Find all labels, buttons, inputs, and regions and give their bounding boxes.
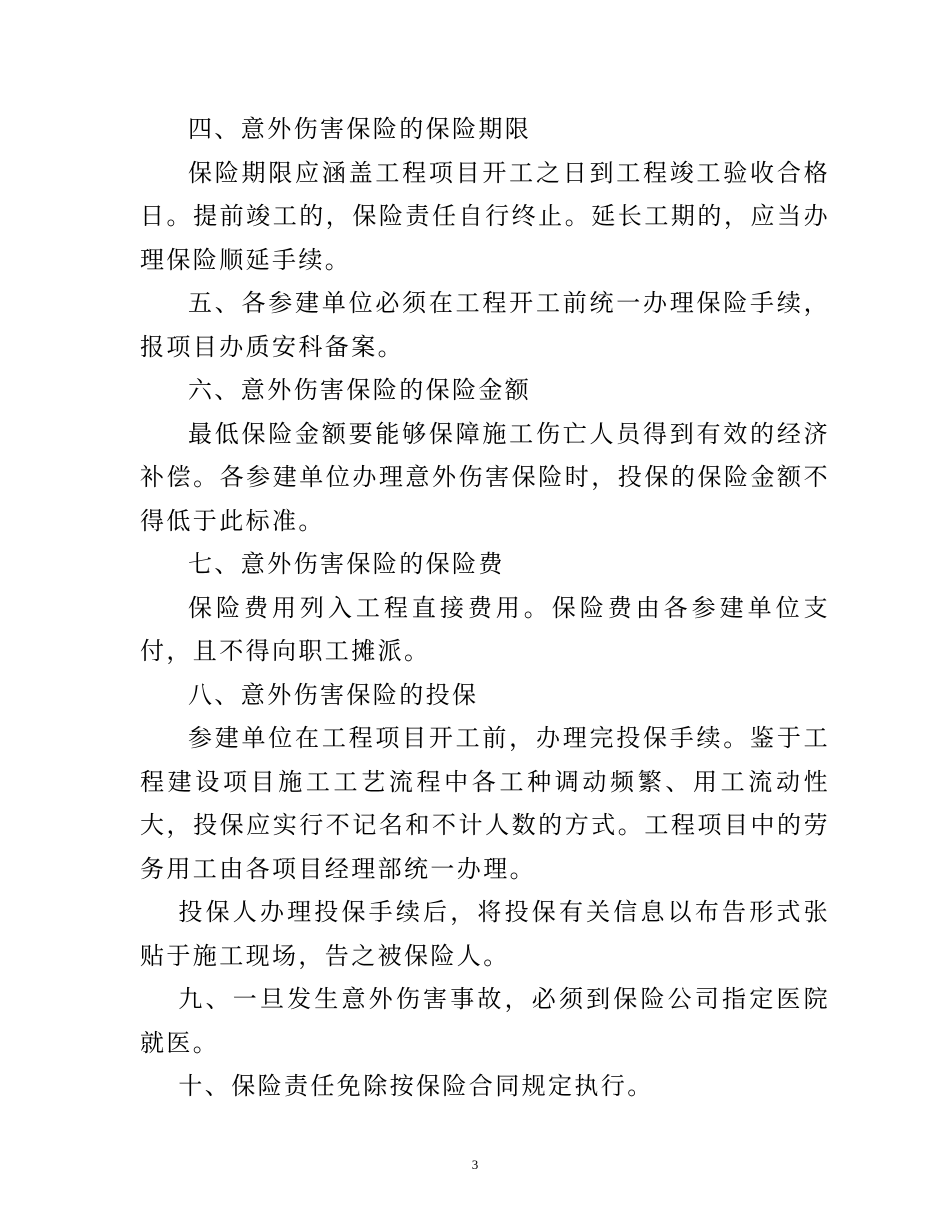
- paragraph-insurance-fee: 保险费用列入工程直接费用。保险费由各参建单位支付，且不得向职工摊派。: [140, 593, 830, 665]
- paragraph-insurance-application: 参建单位在工程项目开工前，办理完投保手续。鉴于工程建设项目施工工艺流程中各工种调动频繁、用工流动性大，投保应实行不记名和不计人数的方式。工程项目中的劳务用工由各项目经理部统一办理。: [140, 724, 830, 883]
- paragraph-notice-posting: 投保人办理投保手续后，将投保有关信息以布告形式张贴于施工现场，告之被保险人。: [140, 898, 830, 970]
- section-heading-7: 七、意外伤害保险的保险费: [188, 550, 505, 578]
- document-body: [140, 108, 830, 1109]
- paragraph-insurance-period: 保险期限应涵盖工程项目开工之日到工程竣工验收合格日。提前竣工的，保险责任自行终止。延长工期的，应当办理保险顺延手续。: [140, 158, 830, 274]
- section-heading-6: 六、意外伤害保险的保险金额: [188, 376, 532, 404]
- section-heading-4: 四、意外伤害保险的保险期限: [188, 115, 532, 143]
- page-number: 3: [471, 1157, 479, 1172]
- section-heading-10: 十、保险责任免除按保险合同规定执行。: [178, 1072, 654, 1100]
- section-heading-9: 九、一旦发生意外伤害事故，必须到保险公司指定医院就医。: [140, 985, 830, 1057]
- section-heading-5: 五、各参建单位必须在工程开工前统一办理保险手续，报项目办质安科备案。: [140, 289, 830, 361]
- paragraph-insurance-amount: 最低保险金额要能够保障施工伤亡人员得到有效的经济补偿。各参建单位办理意外伤害保险时，投保的保险金额不得低于此标准。: [140, 419, 830, 535]
- section-heading-8: 八、意外伤害保险的投保: [188, 680, 479, 709]
